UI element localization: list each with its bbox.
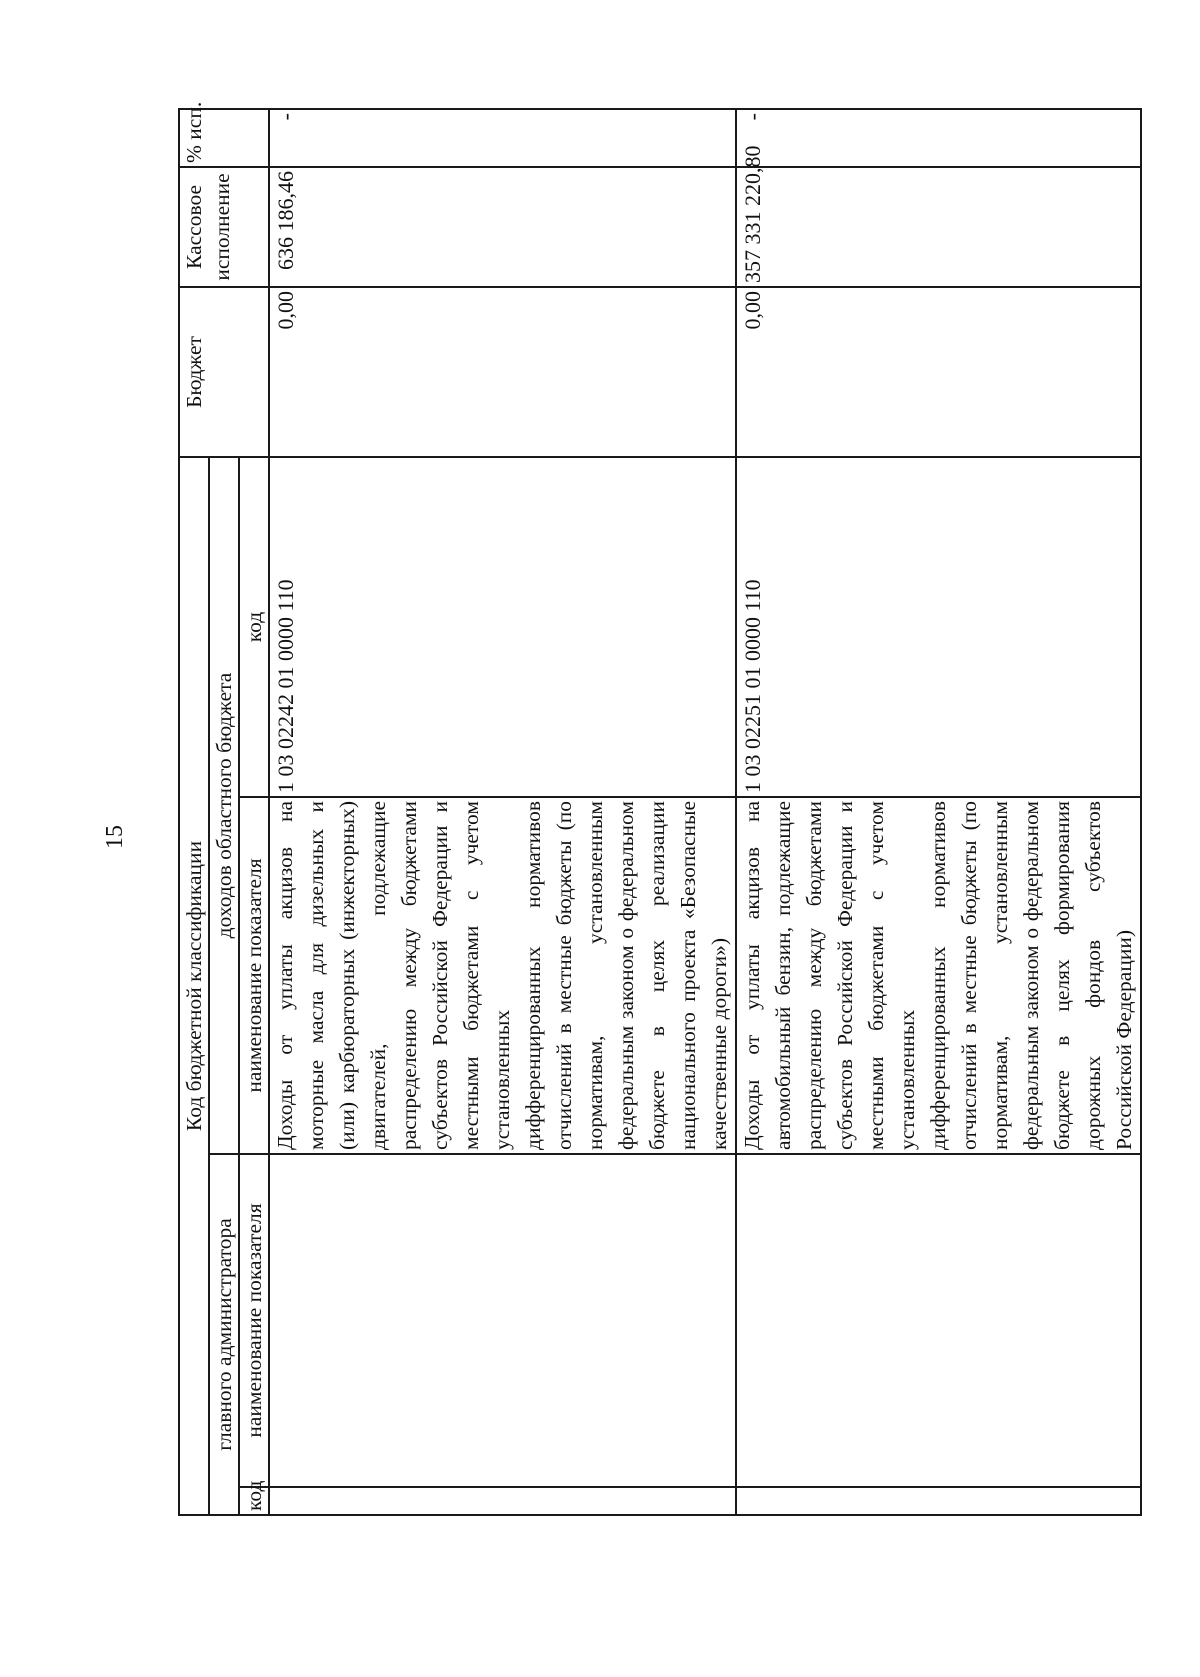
budget-cell: 0,00	[736, 287, 1141, 457]
header-percent: % исп.	[179, 109, 269, 167]
budget-cell: 0,00	[269, 287, 736, 457]
admin-name-cell	[736, 1154, 1141, 1487]
income-name-cell: Доходы от уплаты акцизов на моторные масла для дизельных и (или) карбюраторных (инжекторных) двигателей, подлежащие распределению между бюджетами субъектов Российской Федерации и местными бюджетами с учетом установленных дифференцированных нормативов отчислений в местные бюджеты (по нормативам, установленным федеральным законом о федеральном бюджете в целях реализации национального проекта «Безопасные качественные дороги»)	[269, 797, 736, 1154]
income-code-cell: 1 03 02251 01 0000 110	[736, 457, 1141, 797]
header-cash-execution: Кассовое исполнение	[179, 167, 269, 287]
header-main-administrator: главного администратора	[209, 1154, 239, 1515]
header-admin-name: наименование показателя	[239, 1154, 269, 1487]
percent-cell: -	[269, 109, 736, 167]
admin-code-cell	[736, 1487, 1141, 1515]
income-code-cell: 1 03 02242 01 0000 110	[269, 457, 736, 797]
table-row	[736, 109, 1141, 1515]
income-name-cell: Доходы от уплаты акцизов на автомобильный бензин, подлежащие распределению между бюджетами субъектов Российской Федерации и местными бюджетами с учетом установленных дифференцированных нормативов отчислений в местные бюджеты (по нормативам, установленным федеральным законом о федеральном бюджете в целях формирования дорожных фондов субъектов Российской Федерации)	[736, 797, 1141, 1154]
admin-name-cell	[269, 1154, 736, 1487]
budget-table	[178, 101, 1142, 1516]
header-income-name: наименование показателя	[239, 797, 269, 1154]
admin-code-cell	[269, 1487, 736, 1515]
table-row	[269, 109, 736, 1515]
header-income-code: код	[239, 457, 269, 797]
cash-execution-cell: 636 186,46	[269, 167, 736, 287]
header-admin-code: код	[239, 1487, 269, 1515]
percent-cell: -	[736, 109, 1141, 167]
header-regional-income: доходов областного бюджета	[209, 457, 239, 1154]
header-budget: Бюджет	[179, 287, 269, 457]
cash-execution-cell: 357 331 220,80	[736, 167, 1141, 287]
header-classification-code: Код бюджетной классификации	[179, 457, 209, 1515]
budget-table-container	[178, 101, 1136, 1516]
page-number: 15	[102, 825, 128, 849]
